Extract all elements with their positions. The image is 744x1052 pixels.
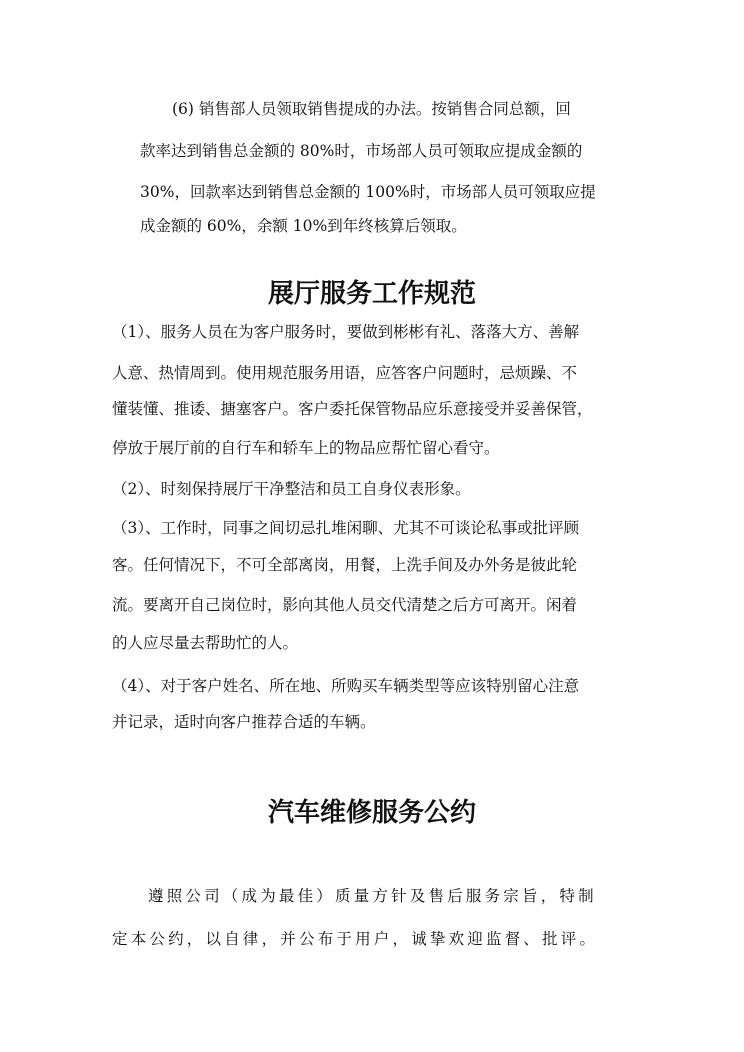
paragraph-line: 30%，回款率达到销售总金额的 100%时，市场部人员可领取应提 [140, 183, 596, 201]
paragraph-line: 人意、热情周到。使用规范服务用语，应答客户问题时，忌烦躁、不 [112, 364, 578, 382]
paragraph-line: 并记录，适时向客户推荐合适的车辆。 [112, 713, 376, 731]
paragraph-line: 成金额的 60%，余额 10%到年终核算后领取。 [140, 217, 467, 235]
paragraph-line: 流。要离开自己岗位时，影向其他人员交代清楚之后方可离开。闲着 [112, 596, 578, 614]
paragraph-line: 停放于展厅前的自行车和轿车上的物品应帮忙留心看守。 [112, 439, 500, 457]
paragraph-line: （2）、时刻保持展厅干净整洁和员工自身仪表形象。 [112, 480, 471, 498]
repair-service-heading: 汽车维修服务公约 [267, 798, 476, 828]
showroom-service-heading: 展厅服务工作规范 [267, 279, 476, 309]
paragraph-line: （4）、对于客户姓名、所在地、所购买车辆类型等应该特别留心注意 [112, 677, 580, 695]
paragraph-line: （1）、服务人员在为客户服务时，要做到彬彬有礼、落落大方、善解 [112, 323, 580, 341]
paragraph-line: 懂装懂、推诿、搪塞客户。客户委托保管物品应乐意接受并妥善保管， [112, 400, 593, 418]
paragraph-line: 定本公约，以自律，并公布于用户，诚挚欢迎监督、批评。 [112, 930, 599, 948]
paragraph-line: 款率达到销售总金额的 80%时，市场部人员可领取应提成金额的 [140, 142, 583, 160]
paragraph-line: 遵照公司（成为最佳）质量方针及售后服务宗旨，特制 [148, 887, 597, 905]
paragraph-line: (6) 销售部人员领取销售提成的办法。按销售合同总额，回 [172, 100, 571, 118]
paragraph-line: 的人应尽量去帮助忙的人。 [112, 634, 299, 652]
paragraph-line: 客。任何情况下，不可全部离岗，用餐，上洗手间及办外务是彼此轮 [112, 556, 578, 574]
paragraph-line: （3）、工作时，同事之间切忌扎堆闲聊、尤其不可谈论私事或批评顾 [112, 519, 580, 537]
